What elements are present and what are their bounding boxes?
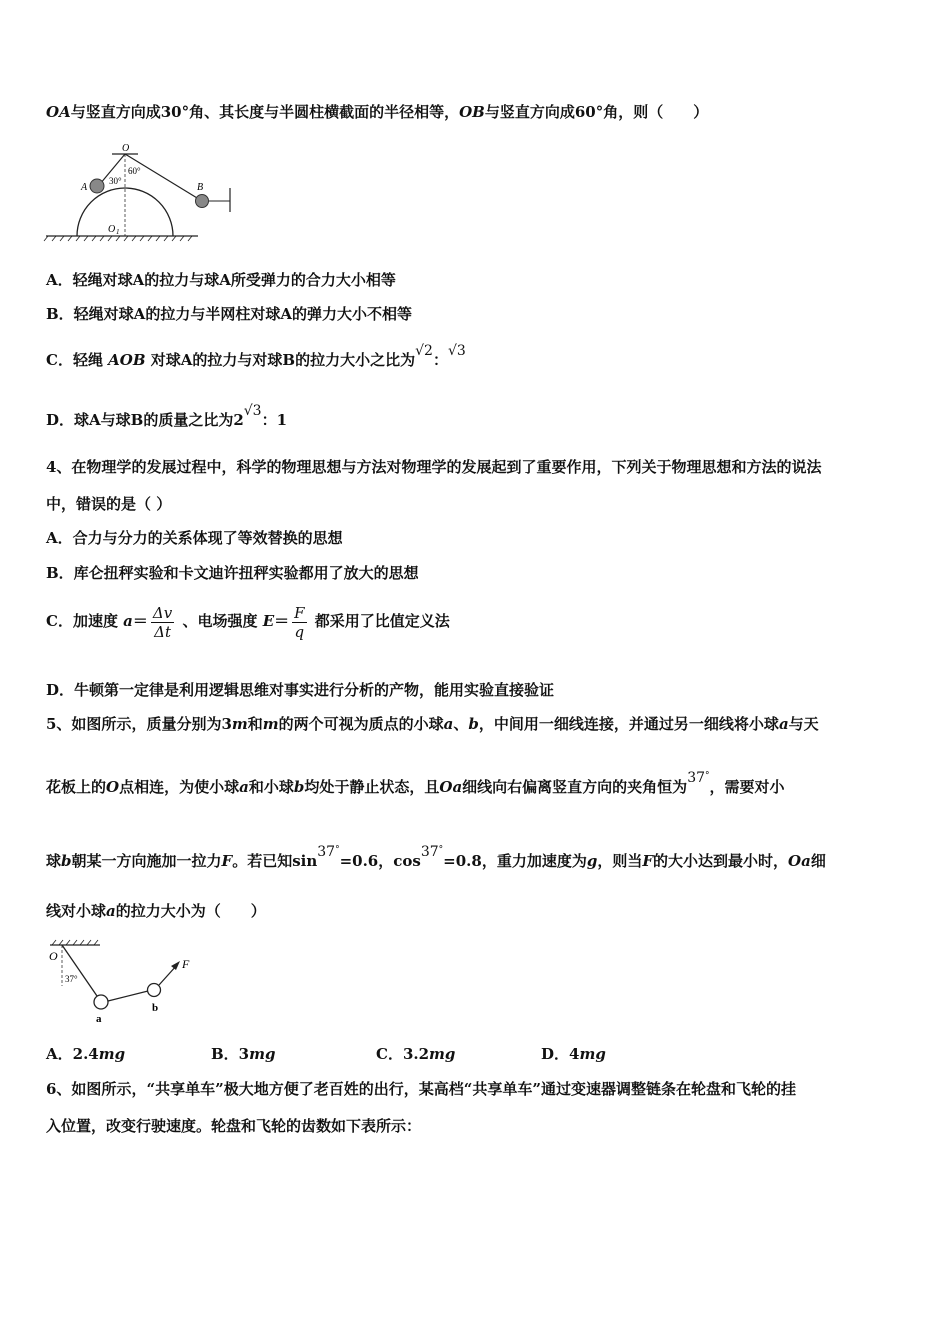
q5-l4-a: a [106, 902, 116, 920]
q5-l2-t5: 细线向右偏离竖直方向的夹角恒为 [462, 778, 688, 796]
q4-c-mid: 、电场强度 [177, 612, 263, 630]
q4-option-d: D．牛顿第一定律是利用逻辑思维对事实进行分析的产物，能用实验直接验证 [46, 681, 555, 699]
q4-c-num1: Δv [152, 603, 173, 622]
q5-l2-a: a [239, 778, 249, 796]
q3-ob: OB [459, 103, 485, 121]
q3-d-pre: D．球A与球B的质量之比为2 [46, 411, 244, 429]
q3-option-a: A．轻绳对球A的拉力与球A所受弹力的合力大小相等 [46, 271, 396, 289]
q4-c-e: E [262, 612, 275, 630]
q5-stem-line-3 [46, 844, 826, 874]
q5-option-b [211, 1044, 376, 1064]
q4-c-frac-field [292, 604, 306, 641]
q5-ball-b [148, 984, 161, 997]
q5-l3-ang1: 37 [317, 844, 336, 860]
q3-c-aob: AOB [108, 351, 146, 369]
q5-options [46, 1044, 606, 1064]
q3-ball-b [196, 195, 209, 208]
q5-option-d-label: D．4 [541, 1045, 580, 1063]
q4-option-a: A．合力与分力的关系体现了等效替换的思想 [46, 529, 343, 547]
q3-label-b: B [197, 182, 204, 193]
q5-l2-t6: ，需要对小 [709, 778, 785, 796]
q3-c-root2: √2 [415, 343, 433, 359]
q5-l2-ang: 37 [687, 770, 706, 786]
q5-l2-oa: Oa [439, 778, 463, 796]
q5-l1-b: b [468, 715, 479, 733]
q5-l3-t7: 的大小达到最小时， [653, 852, 789, 870]
q3-stem-text-1: 与竖直方向成30°角、其长度与半圆柱横截面的半径相等， [70, 103, 460, 121]
q5-l1-t3: 的两个可视为质点的小球 [278, 715, 444, 733]
q5-thread-oa [62, 945, 97, 996]
q5-thread-ab [108, 991, 148, 1001]
q4-option-b: B．库仑扭秤实验和卡文迪许扭秤实验都用了放大的思想 [46, 564, 419, 582]
q5-l2-t3: 和小球 [248, 778, 294, 796]
q4-c-post: 都采用了比值定义法 [309, 612, 450, 630]
q4-option-c [46, 603, 450, 641]
q5-stem-line-2 [46, 770, 785, 800]
q5-force-arrowhead [171, 961, 180, 970]
q5-ceiling-hatch [52, 940, 98, 945]
q5-l1-t2: 和 [247, 715, 263, 733]
q5-l1-m2: m [262, 715, 279, 733]
q3-stem [46, 102, 708, 122]
q5-stem-line-1 [46, 714, 819, 734]
q4-c-frac-accel [151, 604, 174, 641]
q3-label-o1: O [108, 224, 116, 235]
q5-option-a-unit: mg [98, 1045, 126, 1063]
q5-l3-deg1: ° [335, 845, 340, 855]
q5-l1-m1: m [231, 715, 248, 733]
q5-stem-line-4 [46, 901, 266, 921]
q4-c-eq: ＝ [132, 612, 148, 630]
q4-stem-line-2: 中，错误的是（ ） [46, 495, 172, 513]
q5-label-a: a [96, 1013, 102, 1025]
q5-l4-t1: 线对小球 [46, 902, 107, 920]
q4-c-den1: Δt [154, 622, 172, 641]
q5-l3-t5: =0.8，重力加速度为 [443, 852, 587, 870]
q3-ball-a [90, 179, 104, 193]
q5-l3-oa: Oa [788, 852, 811, 870]
q3-label-o1-sub: 1 [116, 228, 120, 236]
q5-option-b-label: B．3 [211, 1045, 250, 1063]
q5-l2-t4: 均处于静止状态，且 [304, 778, 440, 796]
q5-label-o: O [49, 949, 58, 963]
q5-label-b: b [152, 1002, 159, 1014]
q5-l1-t5: ，中间用一细线连接，并通过另一细线将小球 [478, 715, 779, 733]
q5-l3-t2: 朝某一方向施加一拉力 [71, 852, 222, 870]
q5-l2-b: b [293, 778, 305, 796]
q5-l2-deg: ° [705, 771, 710, 781]
q4-c-pre: C．加速度 [46, 612, 124, 630]
q3-stem-text-2: 与竖直方向成60°角，则（ ） [484, 103, 709, 121]
q5-l3-deg2: ° [438, 845, 444, 855]
q5-option-d-unit: mg [579, 1045, 606, 1063]
q5-option-c-label: C．3.2 [376, 1045, 430, 1063]
q6-stem-line-1: 6、如图所示，“共享单车”极大地方便了老百姓的出行，某高档“共享单车”通过变速器调整链条在轮盘和飞轮的挂 [46, 1080, 796, 1098]
q5-l1-t1: 5、如图所示，质量分别为3 [46, 715, 232, 733]
q3-option-b: B．轻绳对球A的拉力与半网柱对球A的弹力大小不相等 [46, 305, 412, 323]
q3-label-60: 60° [128, 166, 141, 176]
q5-l3-t3: 。若已知sin [232, 852, 318, 870]
q5-l2-t2: 点相连，为使小球 [119, 778, 240, 796]
q5-option-c [376, 1044, 541, 1064]
q5-l4-t2: 的拉力大小为（ ） [115, 902, 266, 920]
q5-l2-o: O [106, 778, 120, 796]
q3-label-o: O [122, 143, 130, 154]
q3-d-post: ：1 [261, 411, 288, 429]
q4-c-a: a [123, 612, 133, 630]
q3-rope-ob [125, 154, 202, 201]
q3-ground-hatch [44, 236, 192, 241]
q5-option-a [46, 1044, 211, 1064]
q4-c-den2: q [294, 622, 305, 641]
q4-stem-line-1: 4、在物理学的发展过程中，科学的物理思想与方法对物理学的发展起到了重要作用，下列关于物理思想和方法的说法 [46, 458, 822, 476]
q3-label-30: 30° [109, 176, 122, 186]
q5-l3-t6: ，则当 [597, 852, 643, 870]
q3-option-c [46, 343, 466, 371]
q3-c-pre: C．轻绳 [46, 351, 109, 369]
q5-label-37: 37° [65, 974, 78, 984]
q3-oa: OA [46, 103, 71, 121]
q3-figure [40, 140, 240, 245]
q5-l3-f2: F [642, 852, 653, 870]
q5-ball-a [94, 995, 108, 1009]
q5-l1-a2: a [778, 715, 789, 733]
q5-l3-f: F [221, 852, 233, 870]
q3-d-root3: √3 [243, 403, 262, 419]
q5-l2-t1: 花板上的 [46, 778, 107, 796]
q5-l1-a: a [443, 715, 454, 733]
q5-option-b-unit: mg [249, 1045, 276, 1063]
q5-l1-t4: 、 [453, 715, 469, 733]
q5-l3-t8: 细 [810, 852, 826, 870]
q3-option-d [46, 403, 288, 431]
q6-stem-line-2: 入位置，改变行驶速度。轮盘和飞轮的齿数如下表所示： [46, 1117, 422, 1135]
q4-c-num2: F [294, 603, 305, 622]
q4-c-eq2: ＝ [274, 612, 290, 630]
q5-option-d [541, 1044, 606, 1064]
q5-l3-t1: 球 [46, 852, 62, 870]
q3-label-a: A [81, 182, 88, 193]
q5-label-f: F [182, 957, 190, 971]
q3-c-mid: 对球A的拉力与对球B的拉力大小之比为 [145, 351, 416, 369]
q3-c-root3: √3 [447, 343, 466, 359]
q5-l3-g: g [586, 852, 598, 870]
q5-option-a-label: A．2.4 [46, 1045, 99, 1063]
q5-l3-b: b [61, 852, 72, 870]
q3-c-colon: ： [432, 351, 448, 369]
q5-l3-ang2: 37 [420, 844, 439, 860]
q5-l3-t4: =0.6，cos [339, 852, 421, 870]
q5-l1-t6: 与天 [788, 715, 819, 733]
q5-figure [40, 938, 210, 1028]
q5-option-c-unit: mg [429, 1045, 456, 1063]
